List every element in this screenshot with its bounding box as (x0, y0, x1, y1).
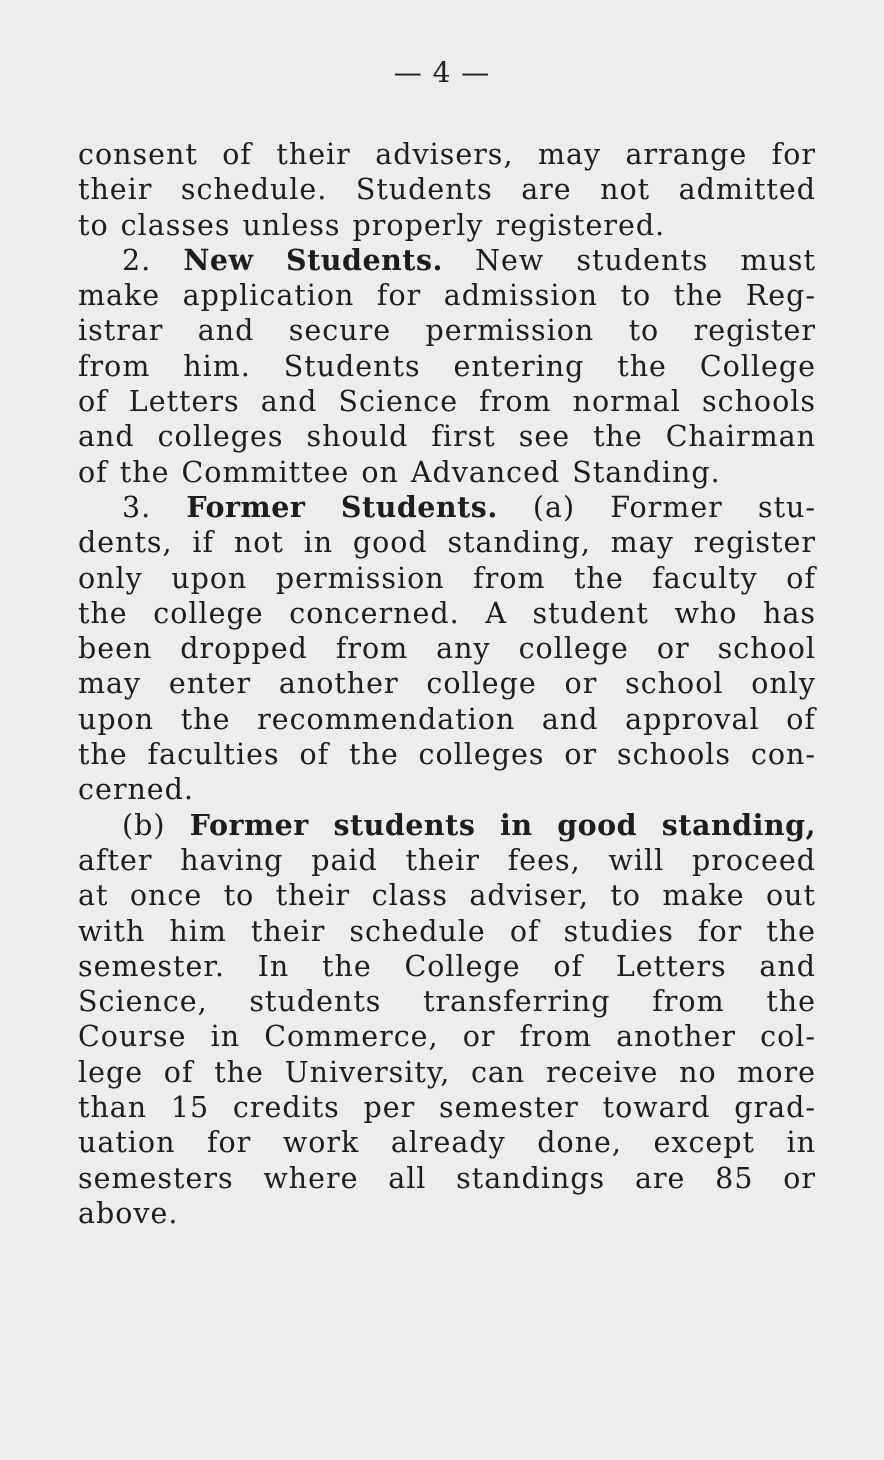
subsection-label: (b) (122, 808, 166, 842)
text-line: lege of the University, can receive no more (78, 1055, 816, 1089)
text-line: semester. In the College of Letters and (78, 949, 816, 983)
page-number: — 4 — (393, 56, 491, 89)
text-line: to classes unless properly registered. (78, 208, 666, 242)
text-line: after having paid their fees, will proceed (78, 843, 816, 877)
text-line: above. (78, 1196, 179, 1230)
subsection-heading: Former students in good standing, (189, 807, 816, 842)
text-line: upon the recommendation and approval of (78, 702, 816, 736)
text-line: semesters where all standings are 85 or (78, 1161, 816, 1195)
text-line: consent of their advisers, may arrange for (78, 138, 816, 171)
text-line: Course in Commerce, or from another col- (78, 1020, 816, 1054)
section-number: 3. (122, 490, 152, 524)
text-line: than 15 credits per semester toward grad- (78, 1091, 816, 1125)
body-text (78, 137, 816, 1231)
text-line: only upon permission from the faculty of (78, 561, 816, 595)
text-line: and colleges should first see the Chairman (78, 420, 816, 454)
text-line: cerned. (78, 773, 194, 807)
text-line: been dropped from any college or school (78, 632, 816, 666)
section-number: 2. (122, 243, 152, 277)
text-line: the college concerned. A student who has (78, 596, 816, 630)
text-run: New students must (475, 243, 816, 277)
text-line: with him their schedule of studies for the (78, 914, 816, 948)
section-heading: Former Students. (186, 489, 498, 524)
text-line: their schedule. Students are not admitted (78, 173, 816, 207)
text-line: of Letters and Science from normal schools (78, 385, 816, 419)
text-line: may enter another college or school only (78, 667, 816, 701)
text-line: Science, students transferring from the (78, 985, 816, 1019)
text-line: istrar and secure permission to register (78, 314, 816, 348)
text-line: dents, if not in good standing, may register (78, 526, 816, 560)
paragraph-4-first-line (78, 808, 816, 843)
section-heading: New Students. (183, 242, 443, 277)
text-line: make application for admission to the Reg- (78, 279, 816, 313)
paragraph-3-first-line (78, 490, 816, 525)
text-run: (a) Former stu- (532, 490, 817, 524)
text-line: of the Committee on Advanced Standing. (78, 455, 721, 489)
text-line: at once to their class adviser, to make out (78, 879, 816, 913)
text-line: the faculties of the colleges or schools con- (78, 738, 816, 772)
text-line: uation for work already done, except in (78, 1126, 816, 1160)
text-line: from him. Students entering the College (78, 349, 816, 383)
paragraph-2-first-line (78, 243, 816, 278)
